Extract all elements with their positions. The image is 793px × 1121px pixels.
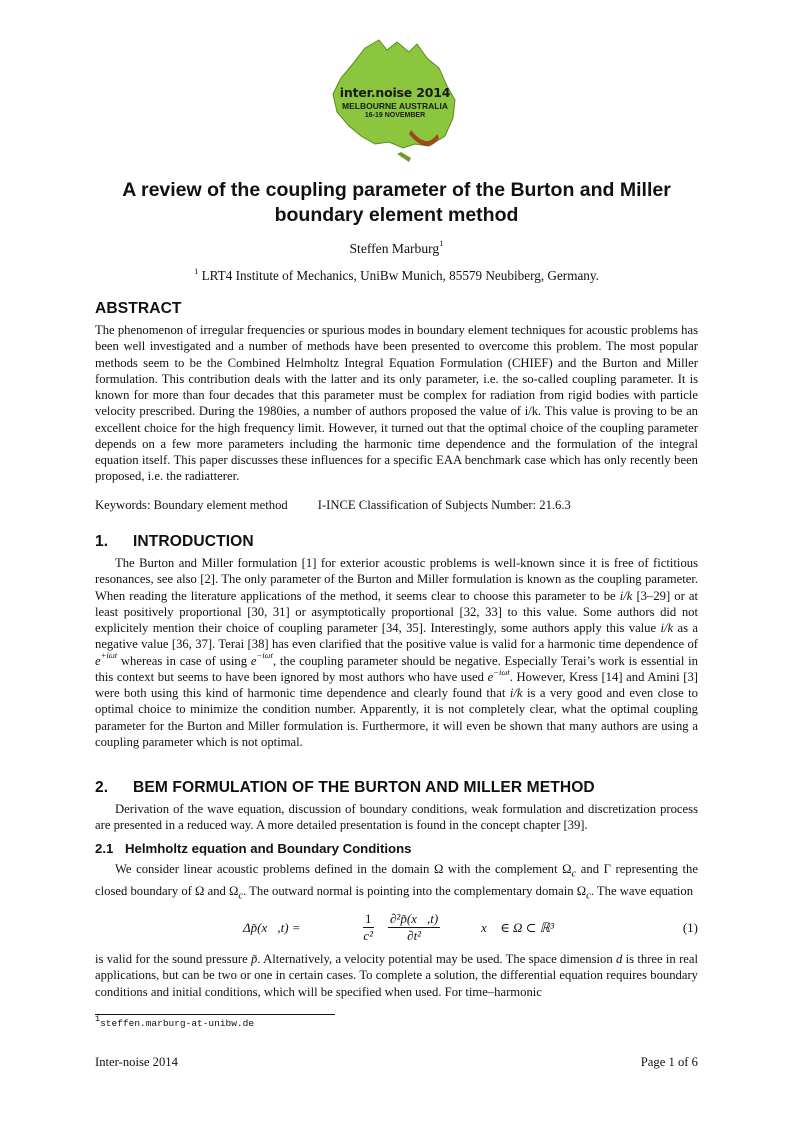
classification-text: I-INCE Classification of Subjects Number: 21.6.3: [317, 498, 571, 512]
section-2-heading: [95, 779, 595, 797]
footnote: [95, 1013, 255, 1029]
s21-seg: . The wave equation: [590, 883, 694, 898]
section-1-number: 1.: [95, 533, 109, 550]
intro-seg: [3–29] or at least positively proportional [30, 31] or asymptotically proportional [32, 33] to this value. Some authors did not explicitely mention their choice of coupling parameter [34, 35]. Interestingly, some authors apply this value: [95, 588, 698, 635]
s21-sub: c: [586, 890, 591, 902]
intro-math: i/k: [660, 621, 674, 635]
intro-seg: , the coupling parameter should be negative. Especially Terai’s work is essential in this context but seems to have been ignored by most authors who have used: [95, 653, 698, 684]
equation-fraction-2: [388, 911, 440, 944]
equation-frac1-den: c²: [363, 928, 374, 943]
intro-seg: . However, Kress [14] and Amini [3] were both using this kind of harmonic time dependence and clearly found that: [95, 669, 698, 700]
author: [0, 238, 793, 257]
logo-dates: 16-19 NOVEMBER: [364, 112, 426, 119]
intro-math: e: [95, 653, 101, 668]
s21-after: is three in real applications, but can be two or one in certain cases. To complete a solution, the differential equation requires boundary conditions and initial conditions, which will be specified when used. For time–harmonic: [95, 952, 699, 999]
intro-seg: whereas in case of using: [117, 653, 251, 668]
intro-math: e: [250, 653, 257, 668]
section-2-title: BEM FORMULATION OF THE BURTON AND MILLER METHOD: [133, 779, 595, 796]
s21-after: is valid for the sound pressure: [95, 952, 252, 966]
section-2-1-heading: [95, 841, 411, 856]
title-line-1: A review of the coupling parameter of the Burton and Miller: [122, 179, 671, 201]
logo-title: inter.noise 2014: [339, 85, 451, 100]
s21-after: . Alternatively, a velocity potential may be used. The space dimension: [257, 952, 616, 966]
s21-sub: c: [238, 890, 244, 902]
s21-seg: . The outward normal is pointing into the complementary domain Ω: [243, 883, 587, 898]
intro-math: e: [487, 669, 494, 684]
equation-1: [95, 909, 698, 943]
intro-math: i/k: [509, 686, 523, 700]
section-2-1-text: [95, 861, 698, 905]
s21-sub: c: [571, 868, 577, 880]
keywords-text: Keywords: Boundary element method: [95, 498, 288, 512]
equation-fraction-1: [363, 911, 374, 944]
s21-seg: and Γ representing the closed boundary of Ω and Ω: [95, 862, 698, 898]
affiliation-mark: 1: [194, 265, 199, 276]
keywords: [95, 498, 571, 513]
introduction-text: [95, 555, 698, 750]
section-2-text: Derivation of the wave equation, discussion of boundary conditions, weak formulation and discretization process are presented in a reduced way. A more detailed presentation is found in the concept chapter [39].: [95, 802, 698, 833]
section-1-title: INTRODUCTION: [133, 533, 254, 550]
equation-condition: x⃗ ∈ Ω ⊂ ℝ³: [481, 920, 554, 935]
intro-seg: as a negative value [36, 37]. Terai [38] has even clarified that the positive value is valid for a harmonic time dependence of: [95, 621, 698, 652]
equation-number: (1): [682, 920, 698, 935]
intro-math-sup: −iωt: [493, 666, 510, 677]
s21-math: d: [615, 952, 623, 966]
conference-logo: [327, 38, 462, 168]
section-2-number: 2.: [95, 779, 109, 796]
footer-page-number: Page 1 of 6: [640, 1055, 698, 1069]
affiliation-text: LRT4 Institute of Mechanics, UniBw Munich, 85579 Neubiberg, Germany.: [201, 268, 599, 283]
footer-conference: Inter-noise 2014: [95, 1055, 178, 1069]
equation-frac1-num: 1: [365, 911, 372, 926]
equation-lhs: Δp̃(x⃗,t) =: [243, 920, 301, 935]
author-mark: 1: [439, 238, 444, 249]
footnote-rule: [95, 1014, 335, 1015]
section-2-1-title: Helmholtz equation and Boundary Conditions: [125, 841, 412, 856]
equation-frac2-num: ∂²p̃(x⃗,t): [390, 911, 439, 926]
affiliation: [0, 265, 793, 284]
title-line-2: boundary element method: [274, 204, 519, 226]
intro-seg: is a very good and even close to optimal choice to minimize the condition number. Apparently, it is not completely clear, what the optimal coupling parameter for the Burton and Miller formulation is. Furthermore, it will even be shown that many authors are using a coupling parameter which is not optimal.: [95, 686, 699, 749]
footnote-mark: 1: [95, 1013, 101, 1024]
s21-math: p̃: [251, 952, 258, 966]
abstract-text: The phenomenon of irregular frequencies or spurious modes in boundary element techniques for acoustic problems has been well investigated and a number of methods have been presented to overcome this problem. The most popular methods seem to be the Combined Helmholtz Integral Equation Formulation (CHIEF) and the Burton and Miller formulation. This contribution deals with the latter and its only parameter, i.e. the so-called coupling parameter. It is known for more than four decades that this parameter must be complex for radiation from rigid bodies with particle velocity prescribed. During the 1980ies, a number of authors proposed the value of i/k. This value is proving to be an excellent choice for the high frequency limit. However, it turned out that the optimal choice of the coupling parameter depends on a few more parameters including the harmonic time dependence and the formulation of the integral equation itself. This paper discusses these influences for a specific EAA benchmark case which has only recently been proposed, i.e. the radiatterer.: [95, 323, 698, 484]
s21-seg: We consider linear acoustic problems defined in the domain Ω with the complement Ω: [115, 862, 572, 876]
section-2-1-number: 2.1: [95, 841, 114, 856]
intro-math: i/k: [619, 588, 633, 603]
equation-frac2-den: ∂t²: [407, 928, 422, 943]
author-name: Steffen Marburg: [349, 241, 440, 256]
logo-location: MELBOURNE AUSTRALIA: [342, 101, 448, 111]
footnote-text: steffen.marburg-at-unibw.de: [100, 1018, 255, 1029]
intro-math-sup: −iωt: [256, 650, 273, 661]
paper-title: [60, 178, 733, 228]
intro-math-sup: +iωt: [100, 650, 118, 661]
abstract-heading: ABSTRACT: [95, 300, 182, 317]
section-1-heading: [95, 533, 254, 551]
intro-seg: The Burton and Miller formulation [1] for exterior acoustic problems is well-known since it is free of fictitious resonances, see also [2]. The only parameter of the Burton and Miller formulation is known as the coupling parameter. When reading the literature applications of the method, it seems clear to choose this parameter to be: [95, 556, 698, 603]
section-2-1-continuation: [95, 951, 698, 1000]
